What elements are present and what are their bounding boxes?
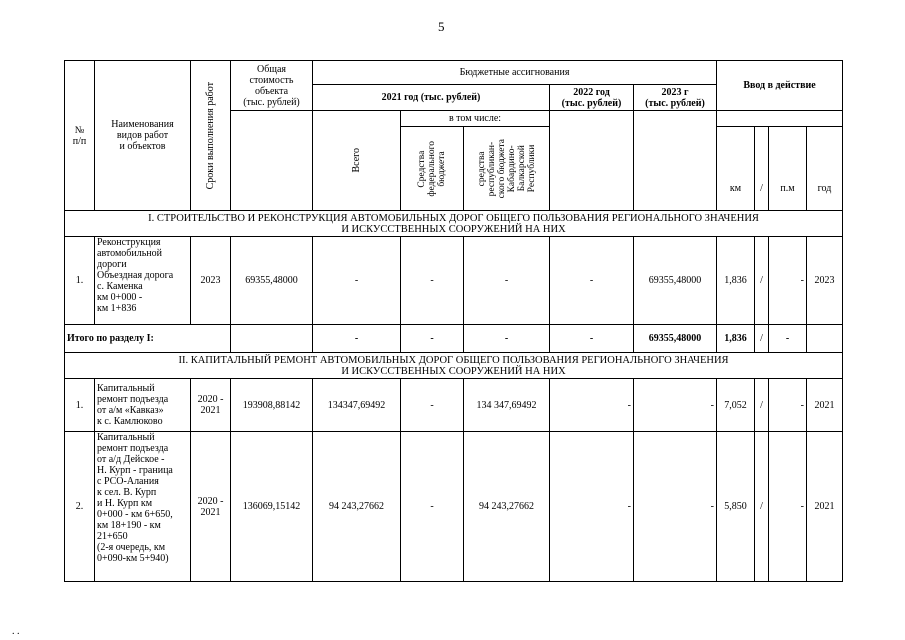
- row-term: 2020 - 2021: [191, 432, 231, 582]
- header-2022-blank: [550, 111, 634, 211]
- subtotal-2023: 69355,48000: [634, 325, 717, 353]
- row-pm: -: [769, 237, 807, 325]
- row-name: Капитальный ремонт подъезда от а/м «Кавказ» к с. Камлюково: [95, 379, 191, 432]
- row-2022: -: [550, 237, 634, 325]
- row-year: 2021: [807, 379, 843, 432]
- header-pm: п.м: [769, 127, 807, 211]
- row-2023: -: [634, 432, 717, 582]
- row-num: 2.: [65, 432, 95, 582]
- row-federal: -: [401, 432, 464, 582]
- row-km: 5,850: [717, 432, 755, 582]
- row-pm: -: [769, 432, 807, 582]
- header-name: Наименования видов работ и объектов: [95, 61, 191, 211]
- subtotal-slash: /: [755, 325, 769, 353]
- row-republic: 94 243,27662: [464, 432, 550, 582]
- subtotal-year: [807, 325, 843, 353]
- header-cost-blank: [231, 111, 313, 211]
- subtotal-km: 1,836: [717, 325, 755, 353]
- header-terms: Сроки выполнения работ: [191, 61, 231, 211]
- section2-title: II. КАПИТАЛЬНЫЙ РЕМОНТ АВТОМОБИЛЬНЫХ ДОРОГ ОБЩЕГО ПОЛЬЗОВАНИЯ РЕГИОНАЛЬНОГО ЗНАЧЕНИЯ И ИСКУССТВЕННЫХ СООРУЖЕНИЙ НА НИХ: [65, 353, 843, 379]
- row-num: 1.: [65, 379, 95, 432]
- header-2022: 2022 год (тыс. рублей): [550, 85, 634, 111]
- row-2023: 69355,48000: [634, 237, 717, 325]
- row-km: 7,052: [717, 379, 755, 432]
- header-year: год: [807, 127, 843, 211]
- row-year: 2021: [807, 432, 843, 582]
- subtotal-federal: -: [401, 325, 464, 353]
- subtotal-row: [65, 325, 843, 353]
- table-row: [65, 237, 843, 325]
- subtotal-pm: -: [769, 325, 807, 353]
- row-km: 1,836: [717, 237, 755, 325]
- row-pm: -: [769, 379, 807, 432]
- row-federal: -: [401, 379, 464, 432]
- row-cost: 193908,88142: [231, 379, 313, 432]
- row-name: Капитальный ремонт подъезда от а/д Дейское - Н. Курп - граница с РСО-Алания к сел. В. Курп и Н. Курп км 0+000 - км 6+650, км 18+190 - км 21+650 (2-я очередь, км 0+090-км 5+940): [95, 432, 191, 582]
- header-cost: Общая стоимость объекта (тыс. рублей): [231, 61, 313, 111]
- row-cost: 136069,15142: [231, 432, 313, 582]
- header-2023-blank: [634, 111, 717, 211]
- header-republic: средства республикан- ского бюджета Кабардино- Балкарской Республики: [464, 127, 550, 211]
- header-commission: Ввод в действие: [717, 61, 843, 111]
- header-federal: Средства федерального бюджета: [401, 127, 464, 211]
- subtotal-2022: -: [550, 325, 634, 353]
- row-name: Реконструкция автомобильной дороги Объездная дорога с. Каменка км 0+000 - км 1+836: [95, 237, 191, 325]
- row-total: 134347,69492: [313, 379, 401, 432]
- row-slash: /: [755, 379, 769, 432]
- subtotal-label: Итого по разделу I:: [65, 325, 231, 353]
- subtotal-republic: -: [464, 325, 550, 353]
- row-total: 94 243,27662: [313, 432, 401, 582]
- section1-title: I. СТРОИТЕЛЬСТВО И РЕКОНСТРУКЦИЯ АВТОМОБИЛЬНЫХ ДОРОГ ОБЩЕГО ПОЛЬЗОВАНИЯ РЕГИОНАЛЬНОГО ЗНАЧЕНИЯ И ИСКУССТВЕННЫХ СООРУЖЕНИЙ НА НИХ: [65, 211, 843, 237]
- row-num: 1.: [65, 237, 95, 325]
- header-budget: Бюджетные ассигнования: [313, 61, 717, 85]
- scan-marks: . .: [12, 626, 20, 637]
- row-2022: -: [550, 432, 634, 582]
- table-row: [65, 432, 843, 582]
- header-km: км: [717, 127, 755, 211]
- row-term: 2020 - 2021: [191, 379, 231, 432]
- header-total: Всего: [313, 111, 401, 211]
- row-cost: 69355,48000: [231, 237, 313, 325]
- row-republic: 134 347,69492: [464, 379, 550, 432]
- row-year: 2023: [807, 237, 843, 325]
- budget-table: [64, 60, 843, 582]
- subtotal-total: -: [313, 325, 401, 353]
- header-2021: 2021 год (тыс. рублей): [313, 85, 550, 111]
- row-federal: -: [401, 237, 464, 325]
- header-num: № п/п: [65, 61, 95, 211]
- header-including: в том числе:: [401, 111, 550, 127]
- row-total: -: [313, 237, 401, 325]
- header-2023: 2023 г (тыс. рублей): [634, 85, 717, 111]
- table-row: [65, 379, 843, 432]
- row-republic: -: [464, 237, 550, 325]
- row-2023: -: [634, 379, 717, 432]
- row-term: 2023: [191, 237, 231, 325]
- header-slash: /: [755, 127, 769, 211]
- row-2022: -: [550, 379, 634, 432]
- header-commission-blank: [717, 111, 843, 127]
- row-slash: /: [755, 237, 769, 325]
- page-number: 5: [438, 19, 445, 34]
- subtotal-cost: [231, 325, 313, 353]
- row-slash: /: [755, 432, 769, 582]
